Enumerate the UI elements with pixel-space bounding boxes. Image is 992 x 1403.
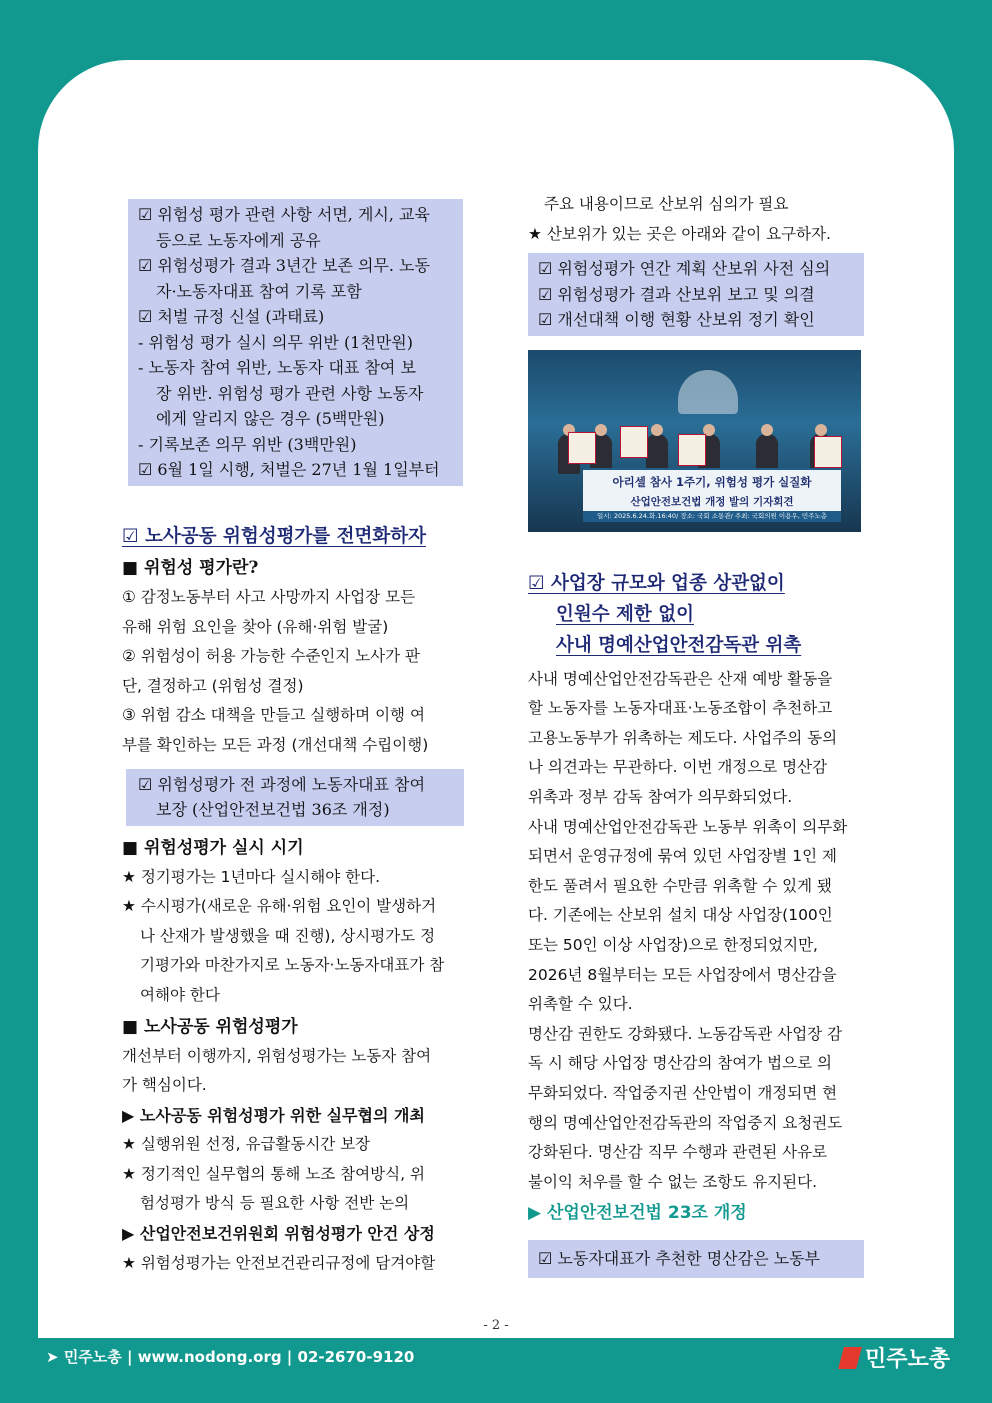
kctu-logo [841, 1342, 950, 1373]
banner-line: 산업안전보건법 개정 발의 기자회견 [630, 495, 794, 508]
box-line: ☑ 위험성평가 전 과정에 노동자대표 참여 [138, 774, 426, 794]
paragraph-line: 가 핵심이다. [122, 1076, 207, 1095]
paragraph-line: ② 위험성이 허용 가능한 수준인지 노사가 판 [122, 647, 420, 666]
paragraph-line: ★ 정기적인 실무협의 통해 노조 참여방식, 위 [122, 1164, 425, 1183]
paragraph-line: 한도 풀려서 필요한 수만큼 위촉할 수 있게 됐 [528, 876, 833, 895]
subheading-safety-committee: ▶ 산업안전보건위원회 위험성평가 안건 상정 [122, 1224, 435, 1243]
law-article-link[interactable]: ▶ 산업안전보건법 23조 개정 [528, 1203, 747, 1224]
paragraph-line: 개선부터 이행까지, 위험성평가는 노동자 참여 [122, 1046, 432, 1065]
box-line: 장 위반. 위험성 평가 관련 사항 노동자 [156, 383, 424, 403]
heading-what-is: ■ 위험성 평가란? [122, 558, 259, 578]
paragraph-line: 강화된다. 명산감 직무 수행과 관련된 사유로 [528, 1143, 828, 1162]
heading-joint: ■ 노사공동 위험성평가 [122, 1016, 298, 1037]
law-summary-box [128, 199, 463, 486]
paragraph-line: 사내 명예산업안전감독관은 산재 예방 활동을 [528, 669, 833, 688]
heading-timing: ■ 위험성평가 실시 시기 [122, 837, 304, 858]
assembly-emblem [678, 370, 738, 414]
logo-text: 민주노총 [864, 1347, 950, 1372]
box-line: 등으로 노동자에게 공유 [156, 230, 321, 250]
paragraph-line: 다. 기존에는 산보위 설치 대상 사업장(100인 [528, 906, 833, 925]
paragraph-line: 위촉할 수 있다. [528, 995, 633, 1014]
section-title-line: 인원수 제한 없이 [556, 603, 694, 625]
paragraph-line: 명산감 권한도 강화됐다. 노동감독관 사업장 감 [528, 1024, 843, 1043]
nominated-inspector-box [528, 1240, 864, 1278]
page-number: - 2 - [483, 1318, 509, 1333]
paragraph-line: ① 감정노동부터 사고 사망까지 사업장 모든 [122, 588, 416, 606]
paragraph-line: ★ 산보위가 있는 곳은 아래와 같이 요구하자. [528, 224, 831, 243]
box-line: ☑ 위험성 평가 관련 사항 서면, 게시, 교육 [138, 205, 430, 224]
paragraph-line: 나 의견과는 무관하다. 이번 개정으로 명산감 [528, 758, 828, 777]
paragraph-line: ★ 정기평가는 1년마다 실시해야 한다. [122, 867, 381, 886]
box-line: - 노동자 참여 위반, 노동자 대표 참여 보 [138, 358, 416, 377]
worker-rep-box [126, 769, 464, 826]
box-line: ☑ 노동자대표가 추천한 명산감은 노동부 [538, 1249, 820, 1269]
box-line: 보장 (산업안전보건법 36조 개정) [156, 800, 390, 820]
section-title-joint-assessment: ☑ 노사공동 위험성평가를 전면화하자 [122, 526, 426, 547]
protest-sign [568, 432, 596, 464]
person-head [595, 424, 607, 436]
paragraph-line: ★ 위험성평가는 안전보건관리규정에 담겨야할 [122, 1253, 436, 1272]
paragraph-line: 부를 확인하는 모든 과정 (개선대책 수립이행) [122, 735, 429, 754]
box-line: ☑ 처벌 규정 신설 (과태료) [138, 307, 325, 326]
paragraph-line: 할 노동자를 노동자대표·노동조합이 추천하고 [528, 699, 833, 718]
paragraph-line: 사내 명예산업안전감독관 노동부 위촉이 의무화 [528, 817, 848, 836]
committee-demand-box [528, 253, 864, 336]
logo-mark-icon [838, 1347, 862, 1369]
box-line: ☑ 개선대책 이행 현황 산보위 정기 확인 [538, 310, 815, 330]
paragraph-line: 무화되었다. 작업중지권 산안법이 개정되면 현 [528, 1084, 838, 1102]
paragraph-line: 또는 50인 이상 사업장)으로 한정되었지만, [528, 936, 818, 955]
box-line: 자·노동자대표 참여 기록 포함 [156, 281, 362, 301]
box-line: ☑ 위험성평가 결과 산보위 보고 및 의결 [538, 284, 815, 304]
paragraph-line: ③ 위험 감소 대책을 만들고 실행하며 이행 여 [122, 706, 425, 725]
left-main [122, 521, 467, 1278]
left-column [84, 199, 440, 486]
press-banner [583, 468, 841, 522]
box-line: - 기록보존 의무 위반 (3백만원) [138, 434, 357, 454]
inspector-body [528, 665, 873, 1198]
protest-sign [620, 426, 648, 458]
paragraph-line: 독 시 해당 사업장 명산감의 참여가 법으로 의 [528, 1054, 833, 1073]
footer-contact[interactable] [46, 1346, 414, 1367]
paragraph-line: 2026년 8월부터는 모든 사업장에서 명산감을 [528, 965, 837, 984]
section-title-line: ☑ 사업장 규모와 업종 상관없이 [528, 572, 785, 594]
section-title-honorary-inspector [528, 568, 873, 661]
person-head [651, 424, 663, 436]
person-head [815, 424, 827, 436]
paragraph-line: 행의 명예산업안전감독관의 작업중지 요청권도 [528, 1113, 843, 1132]
paragraph-line: ★ 실행위원 선정, 유급활동시간 보장 [122, 1135, 371, 1154]
footer-text: 민주노총 | www.nodong.org | 02-2670-9120 [63, 1348, 415, 1366]
section-title-line: 사내 명예산업안전감독관 위촉 [556, 634, 802, 656]
paragraph-line: ★ 수시평가(새로운 유해·위험 요인이 발생하거 [122, 897, 437, 916]
protest-sign [814, 436, 842, 468]
box-line: ☑ 위험성평가 연간 계획 산보위 사전 심의 [538, 259, 831, 279]
person-head [761, 424, 773, 436]
paragraph-line: 유해 위험 요인을 찾아 (유해·위험 발굴) [122, 617, 389, 636]
paragraph-line: 주요 내용이므로 산보위 심의가 필요 [544, 195, 789, 213]
press-conference-photo [528, 350, 861, 532]
paragraph-line: 나 산재가 발생했을 때 진행), 상시평가도 정 [140, 926, 436, 945]
box-line: ☑ 6월 1일 시행, 처벌은 27년 1월 1일부터 [138, 460, 440, 479]
send-icon: ➤ [46, 1348, 59, 1366]
paragraph-line: 기평가와 마찬가지로 노동자·노동자대표가 참 [140, 956, 445, 975]
right-column [528, 190, 873, 1278]
paragraph-line: 되면서 운영규정에 묶여 있던 사업장별 1인 제 [528, 847, 837, 866]
box-line: - 위험성 평가 실시 의무 위반 (1천만원) [138, 332, 413, 352]
box-line: ☑ 위험성평가 결과 3년간 보존 의무. 노동 [138, 256, 430, 275]
subheading-practical-meeting: ▶ 노사공동 위험성평가 위한 실무협의 개최 [122, 1105, 425, 1125]
paragraph-line: 위촉과 정부 감독 참여가 의무화되었다. [528, 788, 793, 807]
paragraph-line: 단, 결정하고 (위험성 결정) [122, 676, 304, 695]
paragraph-line: 고용노동부가 위촉하는 제도다. 사업주의 동의 [528, 728, 838, 747]
protest-sign [678, 434, 706, 466]
paragraph-line: 여해야 한다 [140, 985, 220, 1004]
paragraph-line: 험성평가 방식 등 필요한 사항 전반 논의 [140, 1194, 410, 1213]
box-line: 에게 알리지 않은 경우 (5백만원) [156, 409, 385, 428]
banner-line: 아리셀 참사 1주기, 위험성 평가 실질화 [612, 474, 812, 489]
banner-line: 일시: 2025.6.24.화.16:40/ 장소: 국회 소통관/ 주최: 국회의원 이용우, 민주노총 [583, 511, 841, 522]
paragraph-line: 불이익 처우를 할 수 없는 조항도 유지된다. [528, 1172, 818, 1191]
